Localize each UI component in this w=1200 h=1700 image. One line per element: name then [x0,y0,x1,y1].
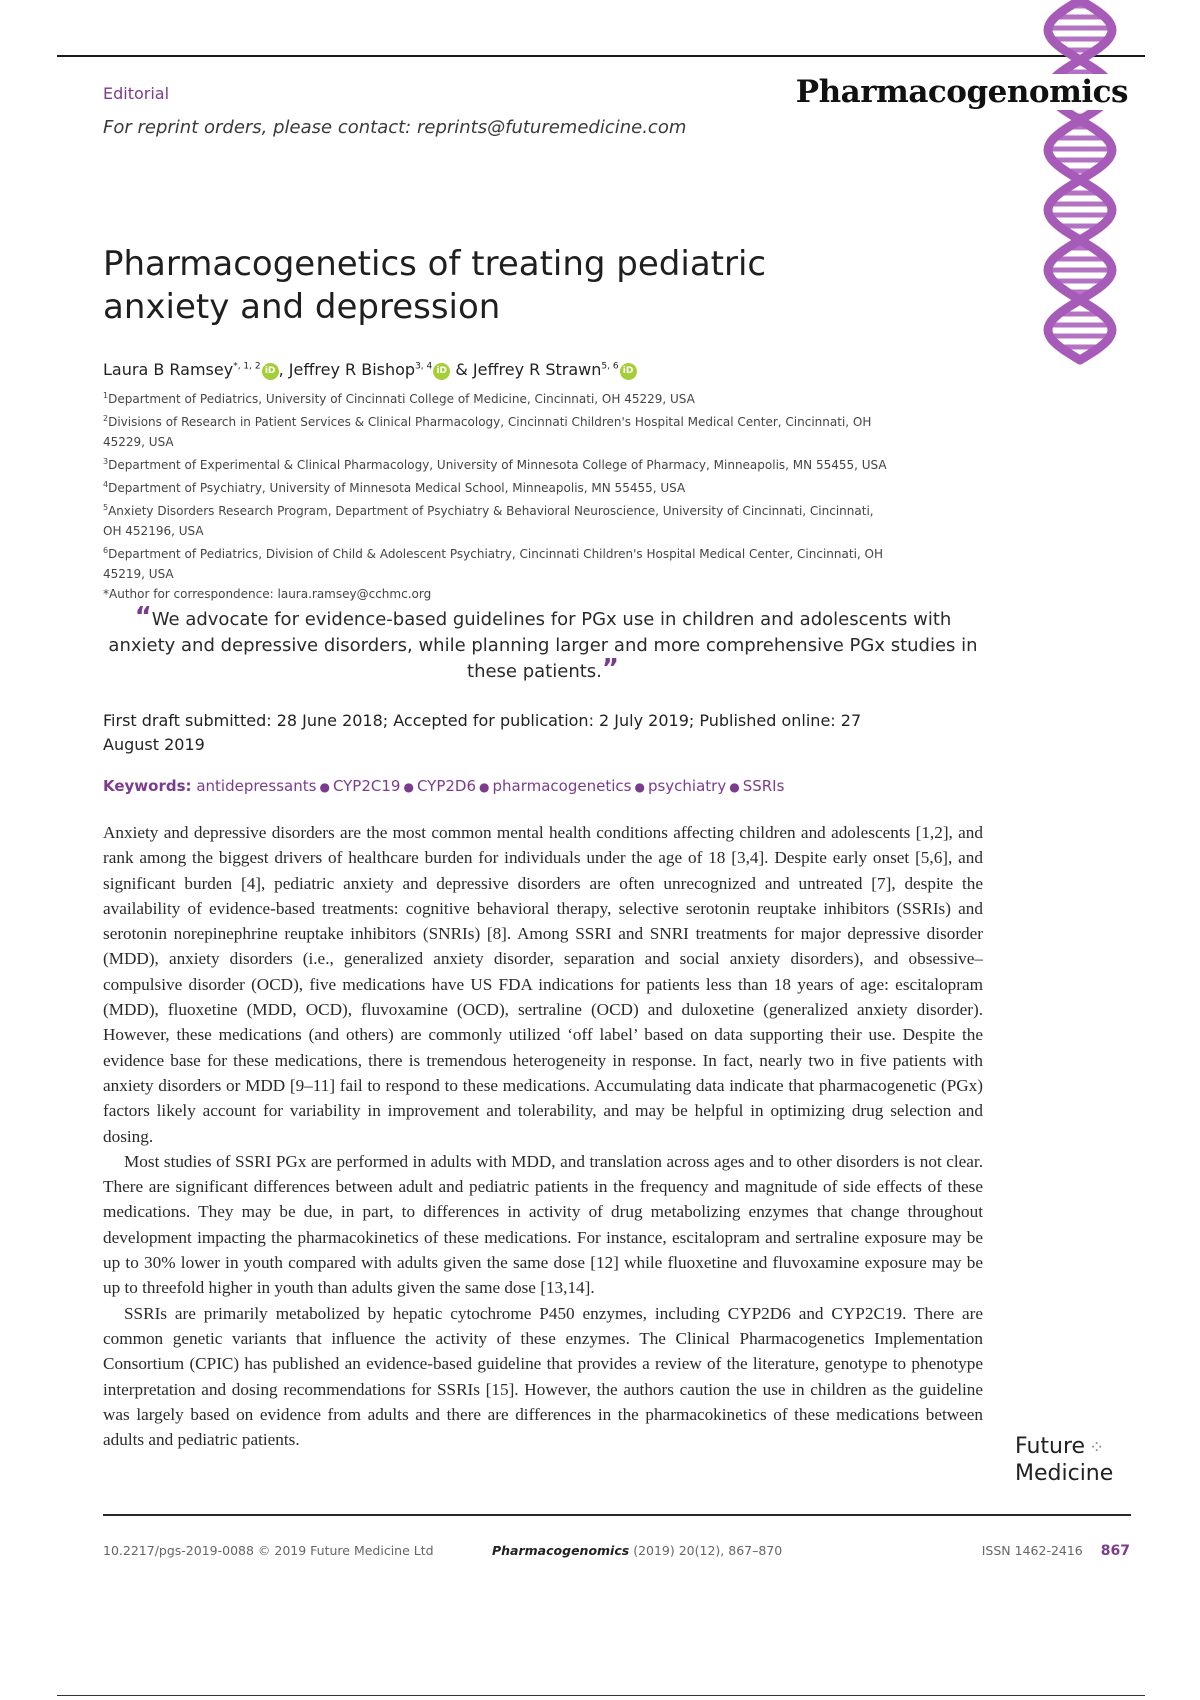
close-quote-mark: ” [601,654,619,684]
bullet-icon: ● [634,780,645,794]
footer-doi: 10.2217/pgs-2019-0088 © 2019 Future Medicine Ltd [103,1543,434,1558]
page-edge-rule [57,1695,1145,1696]
author-affil-sup: 3, 4 [415,361,433,372]
pull-quote [103,602,983,685]
bullet-icon: ● [479,780,490,794]
affiliation: $^6$Department of Pediatrics, Division of Child & Adolescent Psychiatry, Cincinnati Children's Hospital Medical Center, Cincinnati, OH 45219, USA [103,546,884,581]
orcid-icon[interactable]: iD [262,363,279,380]
future-medicine-logo: Future ⁘ Medicine [1015,1434,1114,1486]
journal-name: Pharmacogenomics [792,74,1128,110]
author-name: Jeffrey R Bishop [288,360,416,379]
header-rule [57,55,1145,57]
spiral-logo-icon: ⁘ [1089,1437,1105,1458]
bullet-icon: ● [403,780,414,794]
article-body [103,820,983,1452]
keyword-link[interactable]: CYP2D6 [416,777,477,795]
dna-helix-icon [1030,0,1130,370]
orcid-icon[interactable]: iD [620,363,637,380]
keyword-link[interactable]: CYP2C19 [332,777,401,795]
author-list [103,360,637,380]
orcid-icon[interactable]: iD [433,363,450,380]
author-affil-sup: *, 1, 2 [233,361,261,372]
reprint-note: For reprint orders, please contact: reprints@futuremedicine.com [103,117,687,138]
correspondence: *Author for correspondence: laura.ramsey@cchmc.org [103,587,432,601]
helix-strand [1048,0,1112,360]
footer-citation: Pharmacogenomics (2019) 20(12), 867–870 [492,1543,783,1558]
affiliations [103,386,893,604]
body-paragraph: Most studies of SSRI PGx are performed in adults with MDD, and translation across ages and to other disorders is not clear. There are significant differences between adult and pediatric patients in the frequency and magnitude of side effects of these medications. They may be due, in part, to differences in activity of drug metabolizing enzymes that change throughout development impacting the pharmacokinetics of these medications. For instance, escitalopram and sertraline exposure may be up to 30% lower in youth compared with adults given the same dose [12] while fluoxetine and fluvoxamine exposure may be up to threefold higher in youth than adults given the same dose [13,14]. [103,1151,983,1298]
author-name: Jeffrey R Strawn [472,360,602,379]
affiliation: $^5$Anxiety Disorders Research Program, Department of Psychiatry & Behavioral Neuroscience, University of Cincinnati, Cincinnati, OH 452196, USA [103,503,874,538]
keyword-link[interactable]: SSRIs [742,777,785,795]
body-paragraph: Anxiety and depressive disorders are the most common mental health conditions affecting children and adolescents [1,2], and rank among the biggest drivers of healthcare burden for individuals under the age of 18 [3,4]. Despite early onset [5,6], and significant burden [4], pediatric anxiety and depressive disorders are often unrecognized and untreated [7], despite the availability of evidence-based treatments: cognitive behavioral therapy, selective serotonin reuptake inhibitors (SSRIs) and serotonin norepinephrine reuptake inhibitors (SNRIs) [8]. Among SSRI and SNRI treatments for major depressive disorder (MDD), anxiety disorders (i.e., generalized anxiety disorder, separation and social anxiety disorders), and obsessive–compulsive disorder (OCD), five medications have US FDA indications for patients less than 18 years of age: escitalopram (MDD), fluoxetine (MDD, OCD), fluvoxamine (OCD), sertraline (OCD) and duloxetine (generalized anxiety disorder). However, these medications (and others) are commonly utilized ‘off label’ based on data supporting their use. Despite the evidence base for these medications, there is tremendous heterogeneity in response. In fact, nearly two in five patients with anxiety disorders or MDD [9–11] fail to respond to these medications. Accumulating data indicate that pharmacogenetic (PGx) factors likely account for variability in improvement and tolerability, and may be helpful in optimizing drug selection and dosing. [103,823,983,1146]
section-label: Editorial [103,84,170,103]
keyword-link[interactable]: antidepressants [196,777,317,795]
page-number: 867 [1100,1543,1130,1559]
body-paragraph: SSRIs are primarily metabolized by hepatic cytochrome P450 enzymes, including CYP2D6 and CYP2C19. There are common genetic variants that influence the activity of these enzymes. The Clinical Pharmacogenetics Implementation Consortium (CPIC) has published an evidence-based guideline that provides a review of the literature, genotype to phenotype interpretation and dosing recommendations for SSRIs [15]. However, the authors caution the use in children as the guideline was largely based on evidence from adults and there are differences in the pharmacokinetics of these medications between adults and pediatric patients. [103,1303,983,1450]
affiliation: $^1$Department of Pediatrics, University of Cincinnati College of Medicine, Cincinnati, OH 45229, USA [103,391,695,406]
author-separator: & [455,360,468,379]
keywords-label: Keywords: [103,777,192,795]
pull-quote-text: We advocate for evidence-based guidelines for PGx use in children and adolescents with anxiety and depressive disorders, while planning larger and more comprehensive PGx studies in these patients. [108,609,978,682]
article-title: Pharmacogenetics of treating pediatric anxiety and depression [103,244,767,327]
keywords [103,777,784,795]
author-separator: , [278,360,284,379]
affiliation: $^2$Divisions of Research in Patient Services & Clinical Pharmacology, Cincinnati Children's Hospital Medical Center, Cincinnati, OH 45229, USA [103,414,872,449]
keyword-link[interactable]: pharmacogenetics [492,777,632,795]
bullet-icon: ● [729,780,740,794]
footer-rule [103,1514,1131,1516]
publication-dates: First draft submitted: 28 June 2018; Accepted for publication: 2 July 2019; Published online: 27 August 2019 [103,711,862,754]
bullet-icon: ● [319,780,330,794]
affiliation: $^4$Department of Psychiatry, University of Minnesota Medical School, Minneapolis, MN 55455, USA [103,480,686,495]
open-quote-mark: “ [134,602,152,632]
footer-issn: ISSN 1462-2416 867 [981,1543,1130,1559]
footer-journal: Pharmacogenomics [492,1543,630,1558]
author-affil-sup: 5, 6 [601,361,619,372]
keyword-link[interactable]: psychiatry [647,777,727,795]
author-name: Laura B Ramsey [103,360,234,379]
affiliation: $^3$Department of Experimental & Clinical Pharmacology, University of Minnesota College of Pharmacy, Minneapolis, MN 55455, USA [103,457,887,472]
